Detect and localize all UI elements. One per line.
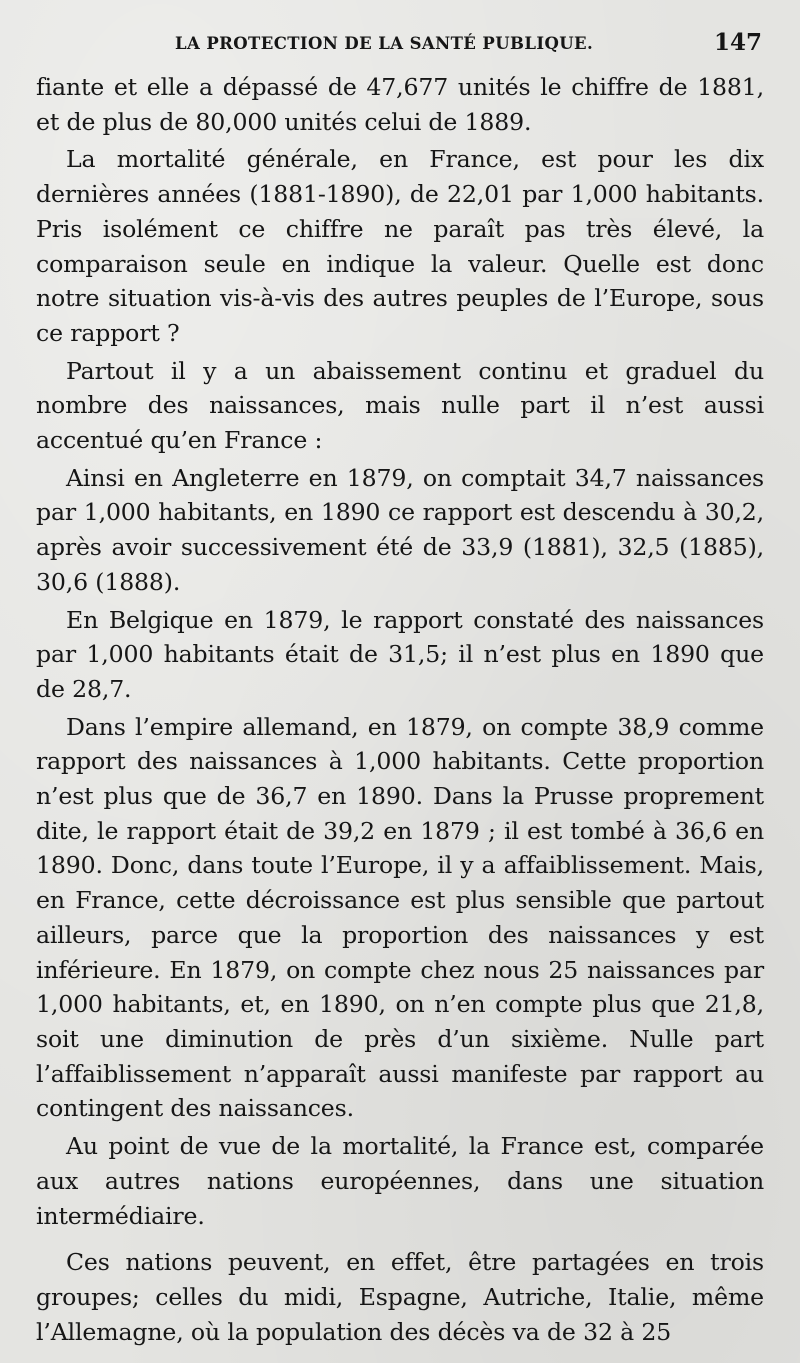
paragraph-8: Ces nations peuvent, en effet, être partagées en trois groupes; celles du midi, Espagne, Autriche, Italie, même l’Allemagne, où la population des décès va de 32 à 25 xyxy=(36,1248,764,1346)
paragraph-5: En Belgique en 1879, le rapport constaté des naissances par 1,000 habitants était de 31,5; il n’est plus en 1890 que de 28,7. xyxy=(36,605,764,703)
page-number: 147 xyxy=(713,29,762,56)
paragraph-2: La mortalité générale, en France, est pour les dix dernières années (1881-1890), de 22,01 par 1,000 habitants. Pris isolément ce chiffre ne paraît pas très élevé, la comparaison seule en indique la valeur. Quelle est donc notre situation vis-à-vis des autres peuples de l’Europe, sous ce rapport ? xyxy=(36,145,764,347)
running-head xyxy=(39,29,764,70)
paragraph-6: Dans l’empire allemand, en 1879, on compte 38,9 comme rapport des naissances à 1,000 habitants. Cette proportion n’est plus que de 36,7 en 1890. Dans la Prusse proprement dite, le rapport était de 39,2 en 1879 ; il est tombé à 36,6 en 1890. Donc, dans toute l’Europe, il y a affaiblissement. Mais, en France, cette décroissance est plus sensible que partout ailleurs, parce que la proportion des naissances y est inférieure. En 1879, on compte chez nous 25 naissances par 1,000 habitants, et, en 1890, on n’en compte plus que 21,8, soit une diminution de près d’un sixième. Nulle part l’affaiblissement n’apparaît aussi manifeste par rapport au contingent des naissances. xyxy=(36,712,764,1123)
paragraph-7: Au point de vue de la mortalité, la France est, comparée aux autres nations européennes, dans une situation intermédiaire. xyxy=(36,1132,764,1230)
paragraph-3: Partout il y a un abaissement continu et graduel du nombre des naissances, mais nulle part il n’est aussi accentué qu’en France : xyxy=(36,356,764,455)
running-title: LA PROTECTION DE LA SANTÉ PUBLIQUE. xyxy=(175,34,594,53)
paragraph-1: fiante et elle a dépassé de 47,677 unités le chiffre de 1881, et de plus de 80,000 unités celui de 1889. xyxy=(36,73,764,136)
body-text xyxy=(36,70,764,1349)
paragraph-4: Ainsi en Angleterre en 1879, on comptait 34,7 naissances par 1,000 habitants, en 1890 ce rapport est descendu à 30,2, après avoir successivement été de 33,9 (1881), 32,5 (1885), 30,6 (1888). xyxy=(36,463,764,596)
